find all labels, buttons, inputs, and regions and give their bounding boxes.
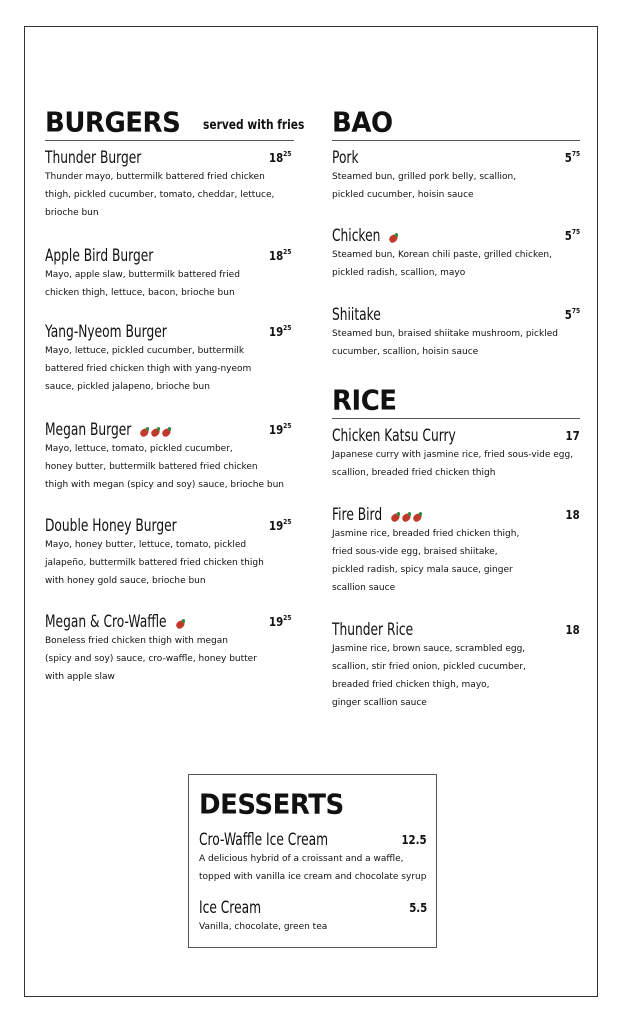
item-description — [332, 446, 580, 482]
menu-item — [45, 148, 291, 222]
price-main: 18 — [268, 151, 283, 165]
price-main: 19 — [268, 615, 283, 629]
item-name: Chicken — [332, 226, 381, 246]
description-line: pickled radish, spicy mala sauce, ginger — [332, 565, 513, 575]
description-line: with apple slaw — [45, 672, 115, 682]
item-price — [402, 830, 427, 850]
item-name: Thunder Burger — [45, 148, 142, 168]
description-line: A delicious hybrid of a croissant and a waffle, — [199, 854, 404, 864]
description-line: battered fried chicken thigh with yang-nyeom — [45, 364, 252, 374]
price-main: 18 — [268, 249, 283, 263]
menu-item — [199, 830, 427, 886]
price-main: 19 — [268, 519, 283, 533]
item-price — [565, 305, 580, 325]
description-line: Boneless fried chicken thigh with megan — [45, 636, 228, 646]
description-line: scallion, stir fried onion, pickled cucumber, — [332, 662, 526, 672]
item-name: Fire Bird — [332, 505, 383, 525]
spicy-level — [390, 508, 423, 527]
price-cents: 25 — [282, 248, 291, 256]
description-line: honey butter, buttermilk battered fried chicken — [45, 462, 258, 472]
menu-item — [332, 226, 580, 282]
item-description — [332, 525, 580, 597]
description-line: Vanilla, chocolate, green tea — [199, 922, 328, 932]
price-cents: 25 — [282, 324, 291, 332]
menu-item — [332, 620, 580, 712]
item-description — [45, 168, 291, 222]
menu-item — [332, 305, 580, 361]
item-name: Chicken Katsu Curry — [332, 426, 456, 446]
item-price — [269, 148, 291, 168]
description-line: Jasmine rice, brown sauce, scrambled egg, — [332, 644, 526, 654]
rice-title: RICE — [332, 385, 397, 417]
item-name: Ice Cream — [199, 898, 262, 918]
description-line: scallion sauce — [332, 583, 396, 593]
item-name: Apple Bird Burger — [45, 246, 154, 266]
item-description — [332, 325, 580, 361]
description-line: (spicy and soy) sauce, cro-waffle, honey butter — [45, 654, 257, 664]
description-line: thigh, pickled cucumber, tomato, cheddar, lettuce, — [45, 190, 275, 200]
item-description — [45, 266, 291, 302]
description-line: with honey gold sauce, brioche bun — [45, 576, 206, 586]
description-line: Japanese curry with jasmine rice, fried sous-vide egg, — [332, 450, 574, 460]
price-cents: 75 — [571, 307, 580, 315]
price-main: 5.5 — [408, 901, 427, 915]
menu-item — [45, 246, 291, 302]
description-line: Steamed bun, Korean chili paste, grilled chicken, — [332, 250, 552, 260]
item-name: Pork — [332, 148, 359, 168]
menu-item — [332, 505, 580, 597]
item-price — [269, 246, 291, 266]
menu-item — [199, 898, 427, 936]
item-price — [565, 148, 580, 168]
spicy-level — [175, 615, 186, 634]
item-description — [45, 632, 291, 686]
chili-pepper-icon — [401, 511, 411, 523]
spicy-level — [388, 229, 399, 248]
chili-pepper-icon — [390, 511, 400, 523]
description-line: Mayo, apple slaw, buttermilk battered fried — [45, 270, 240, 280]
chili-pepper-icon — [150, 426, 160, 438]
chili-pepper-icon — [139, 426, 149, 438]
item-name: Megan Burger — [45, 420, 132, 440]
item-price — [269, 322, 291, 342]
menu-item — [45, 516, 291, 590]
item-price — [269, 516, 291, 536]
price-main: 17 — [565, 429, 580, 443]
rice-rule — [332, 418, 580, 419]
description-line: Steamed bun, grilled pork belly, scallion, — [332, 172, 517, 182]
price-cents: 25 — [282, 518, 291, 526]
description-line: pickled radish, scallion, mayo — [332, 268, 466, 278]
menu-item — [332, 148, 580, 204]
burgers-rule — [45, 140, 294, 141]
description-line: Thunder mayo, buttermilk battered fried chicken — [45, 172, 265, 182]
item-name: Double Honey Burger — [45, 516, 177, 536]
chili-pepper-icon — [161, 426, 171, 438]
burgers-subtitle: served with fries — [203, 118, 305, 133]
bao-title: BAO — [332, 107, 393, 139]
item-name: Thunder Rice — [332, 620, 414, 640]
menu-item — [332, 426, 580, 482]
description-line: chicken thigh, lettuce, bacon, brioche bun — [45, 288, 235, 298]
item-price — [566, 505, 580, 525]
item-name: Cro-Waffle Ice Cream — [199, 830, 329, 850]
description-line: topped with vanilla ice cream and chocolate syrup — [199, 872, 427, 882]
item-description — [199, 850, 427, 886]
description-line: ginger scallion sauce — [332, 698, 427, 708]
description-line: Jasmine rice, breaded fried chicken thigh, — [332, 529, 520, 539]
item-description — [332, 640, 580, 712]
item-name: Shiitake — [332, 305, 381, 325]
price-main: 5 — [564, 151, 572, 165]
description-line: breaded fried chicken thigh, mayo, — [332, 680, 490, 690]
price-main: 18 — [565, 623, 580, 637]
price-main: 5 — [564, 308, 572, 322]
bao-rule — [332, 140, 580, 141]
price-main: 5 — [564, 229, 572, 243]
item-description — [332, 246, 580, 282]
price-cents: 25 — [282, 614, 291, 622]
item-price — [269, 612, 291, 632]
item-name: Yang-Nyeom Burger — [45, 322, 167, 342]
menu-item — [45, 612, 291, 686]
description-line: Steamed bun, braised shiitake mushroom, pickled — [332, 329, 558, 339]
price-cents: 75 — [571, 228, 580, 236]
description-line: Mayo, honey butter, lettuce, tomato, pickled — [45, 540, 247, 550]
price-main: 12.5 — [401, 833, 427, 847]
description-line: jalapeño, buttermilk battered fried chicken thigh — [45, 558, 264, 568]
description-line: Mayo, lettuce, pickled cucumber, buttermilk — [45, 346, 245, 356]
item-description — [45, 342, 291, 396]
item-description — [45, 440, 291, 494]
price-cents: 25 — [282, 422, 291, 430]
chili-pepper-icon — [412, 511, 422, 523]
description-line: cucumber, scallion, hoisin sauce — [332, 347, 479, 357]
menu-item — [45, 420, 291, 494]
desserts-title: DESSERTS — [199, 789, 344, 821]
item-name: Megan & Cro-Waffle — [45, 612, 167, 632]
item-description — [199, 918, 427, 936]
description-line: fried sous-vide egg, braised shiitake, — [332, 547, 498, 557]
burgers-title: BURGERS — [45, 107, 181, 139]
item-description — [45, 536, 291, 590]
item-price — [565, 226, 580, 246]
description-line: Mayo, lettuce, tomato, pickled cucumber, — [45, 444, 233, 454]
menu-item — [45, 322, 291, 396]
description-line: scallion, breaded fried chicken thigh — [332, 468, 496, 478]
item-price — [566, 620, 580, 640]
item-price — [409, 898, 427, 918]
description-line: sauce, pickled jalapeno, brioche bun — [45, 382, 210, 392]
price-cents: 25 — [282, 150, 291, 158]
description-line: brioche bun — [45, 208, 99, 218]
price-main: 19 — [268, 423, 283, 437]
price-main: 19 — [268, 325, 283, 339]
item-description — [332, 168, 580, 204]
price-cents: 75 — [571, 150, 580, 158]
description-line: pickled cucumber, hoisin sauce — [332, 190, 474, 200]
chili-pepper-icon — [388, 232, 398, 244]
item-price — [566, 426, 580, 446]
chili-pepper-icon — [175, 618, 185, 630]
price-main: 18 — [565, 508, 580, 522]
description-line: thigh with megan (spicy and soy) sauce, brioche bun — [45, 480, 285, 490]
item-price — [269, 420, 291, 440]
spicy-level — [139, 423, 172, 442]
